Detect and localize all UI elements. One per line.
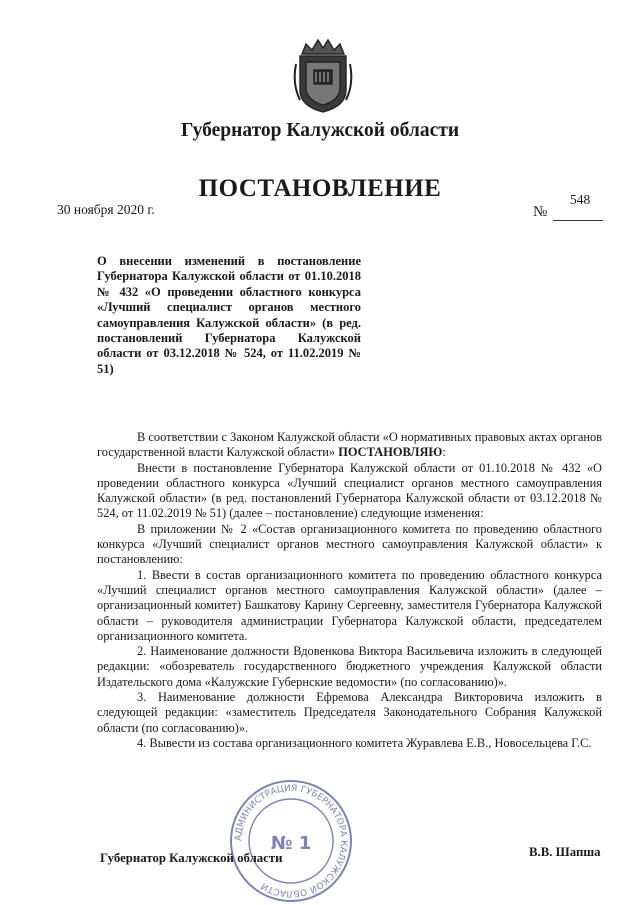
document-date: 30 ноября 2020 г. <box>57 202 155 217</box>
resolve-word: ПОСТАНОВЛЯЮ <box>338 445 443 460</box>
signatory-position: Губернатор Калужской области <box>100 851 283 865</box>
issuer-title: Губернатор Калужской области <box>180 120 460 141</box>
signatory-name: В.В. Шапша <box>529 845 601 859</box>
document-number-underline <box>553 220 603 221</box>
document-body <box>97 430 602 751</box>
document-number: 548 <box>570 192 591 207</box>
body-item-3: 3. Наименование должности Ефремова Александра Викторовича изложить в следующей редакции: «заместитель Председателя Законодательного Собрания Калужской области (по согласованию)». <box>97 690 602 735</box>
body-item-2: 2. Наименование должности Вдовенкова Виктора Васильевича изложить в следующей редакции: «обозреватель государственного бюджетного учреждения Калужской области Издательского дома «Калужские Губернские ведомости» (по согласованию)». <box>97 644 602 689</box>
official-stamp-icon <box>228 778 354 904</box>
stamp-number: № 1 <box>270 833 312 854</box>
body-item-1: 1. Ввести в состав организационного комитета по проведению областного конкурса «Лучший специалист органов местного самоуправления Калужской области» (далее – организационный комитет) Башкатову Карину Сергеевну, заместителя Губернатора Калужской области – руководителя администрации Губернатора Калужской области, председателем организационного комитета. <box>97 567 602 643</box>
document-subject: О внесении изменений в постановление Губернатора Калужской области от 01.10.2018 № 432 «О проведении областного конкурса «Лучший специалист органов местного самоуправления Калужской области» (в ред. постановлений Губернатора Калужской области от 03.12.2018 № 524, от 11.02.2019 № 51) <box>97 254 361 376</box>
coat-of-arms-icon <box>292 34 354 116</box>
body-paragraph-basis: В соответствии с Законом Калужской области «О нормативных правовых актах органов государственной власти Калужской области» ПОСТАНОВЛЯЮ: <box>97 430 602 460</box>
stamp-ring-text: АДМИНИСТРАЦИЯ ГУБЕРНАТОРА КАЛУЖСКОЙ ОБЛАСТИ <box>233 783 349 899</box>
document-number-sign: № <box>533 204 548 220</box>
document-type-heading: ПОСТАНОВЛЕНИЕ <box>198 175 442 202</box>
body-paragraph-appendix: В приложении № 2 «Состав организационного комитета по проведению областного конкурса «Лучший специалист органов местного самоуправления Калужской области» к постановлению: <box>97 521 602 567</box>
body-item-4: 4. Вывести из состава организационного комитета Журавлева Е.В., Новосельцева Г.С. <box>137 735 592 750</box>
body-paragraph-amend: Внести в постановление Губернатора Калужской области от 01.10.2018 № 432 «О проведении областного конкурса «Лучший специалист органов местного самоуправления Калужской области» (в ред. постановлений Губернатора Калужской области от 03.12.2018 № 524, от 11.02.2019 № 51) (далее – постановление) следующие изменения: <box>97 460 602 521</box>
